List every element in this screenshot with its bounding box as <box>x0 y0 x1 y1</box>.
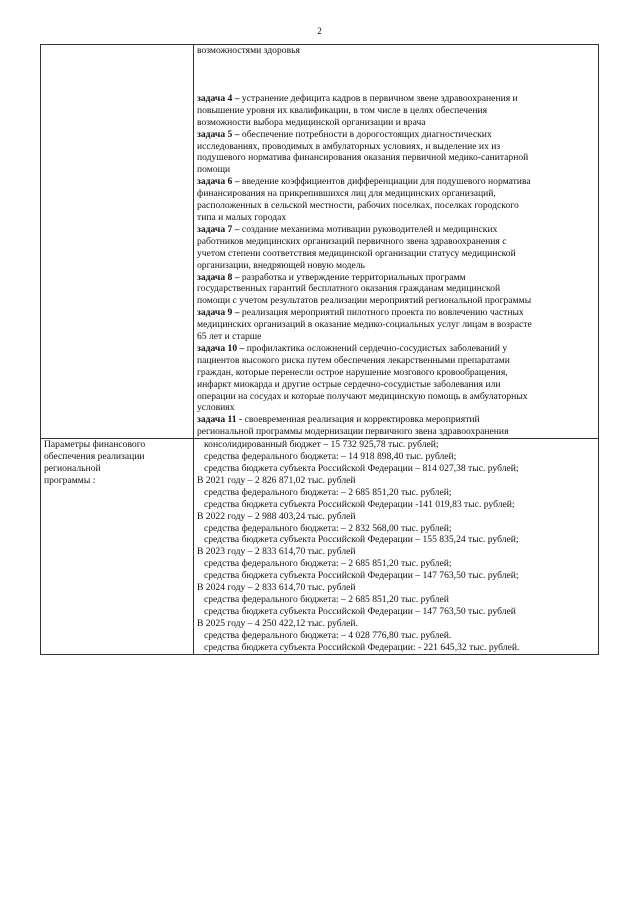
finance-source-line: консолидированный бюджет – 15 732 925,78 тыс. рублей; <box>204 439 439 451</box>
task-line <box>197 236 595 248</box>
task-text: региональной программы модернизации первичного звена здравоохранения <box>197 426 509 438</box>
finance-source-line: средства бюджета субъекта Российской Федерации – 155 835,24 тыс. рублей; <box>204 534 519 546</box>
finance-year-line: В 2022 году – 2 988 403,24 тыс. рублей <box>197 510 356 522</box>
task-line <box>197 283 595 295</box>
task-line <box>197 402 595 414</box>
task-line <box>197 105 595 117</box>
tasks-label-cell <box>41 45 194 439</box>
finance-source-line: средства бюджета субъекта Российской Федерации – 147 763,50 тыс. рублей; <box>204 570 519 582</box>
program-passport-table <box>40 44 599 655</box>
task-text: медицинских организаций в оказание медико-социальных услуг лицам в возрасте <box>197 319 532 331</box>
finance-content-cell <box>194 439 599 654</box>
task-text: исследованиях, проводимых в амбулаторных условиях, и выделение их из <box>197 140 501 152</box>
task-line <box>197 379 595 391</box>
page-number: 2 <box>317 26 322 36</box>
task-label: задача 10 – <box>197 342 245 354</box>
task-text: введение коэффициентов дифференциации для подушевого норматива <box>239 176 531 188</box>
finance-source-line: средства федерального бюджета: – 2 832 568,00 тыс. рублей; <box>204 522 452 534</box>
task-line <box>197 93 595 105</box>
finance-label-line: региональной <box>44 463 101 474</box>
finance-source-line: средства федерального бюджета: – 2 685 851,20 тыс. рублей; <box>204 558 452 570</box>
task-label: задача 6 – <box>197 176 240 188</box>
task-text: расположенных в сельской местности, рабочих поселках, поселках городского <box>197 200 519 212</box>
finance-source-line: средства федерального бюджета: – 2 685 851,20 тыс. рублей <box>204 593 449 605</box>
task-line <box>197 355 595 367</box>
finance-source-line: средства федерального бюджета: – 4 028 776,80 тыс. рублей. <box>204 629 452 641</box>
task-line <box>197 224 595 236</box>
task-text: условиях <box>197 402 235 414</box>
finance-year-line: В 2025 году – 4 250 422,12 тыс. рублей. <box>197 617 358 629</box>
continuation-text: возможностями здоровья <box>197 45 300 56</box>
task-text: типа и малых городах <box>197 211 287 223</box>
task-label: задача 7 – <box>197 223 240 235</box>
task-line <box>197 248 595 260</box>
finance-year-line: В 2023 году – 2 833 614,70 тыс. рублей <box>197 546 356 558</box>
task-text: разработка и утверждение территориальных программ <box>239 271 466 283</box>
finance-label-line: обеспечения реализации <box>44 451 145 463</box>
task-text: повышение уровня их квалификации, в том числе в целях обеспечения <box>197 104 488 116</box>
task-line <box>197 319 595 331</box>
task-line <box>197 176 595 188</box>
task-text: своевременная реализация и корректировка мероприятий <box>242 414 480 426</box>
tasks-list <box>197 93 595 438</box>
task-text: помощи с учетом результатов реализации мероприятий региональной программы <box>197 295 532 307</box>
finance-label-line: Параметры финансового <box>44 439 146 451</box>
task-text: устранение дефицита кадров в первичном звене здравоохранения и <box>239 92 518 104</box>
task-text: граждан, которые перенесли острое нарушение мозгового кровообращения, <box>197 366 508 378</box>
finance-source-line: средства бюджета субъекта Российской Федерации – 814 027,38 тыс. рублей; <box>204 463 519 474</box>
task-line <box>197 164 595 176</box>
task-text: 65 лет и старше <box>197 331 262 343</box>
task-line <box>197 260 595 272</box>
task-text: работников медицинских организаций первичного звена здравоохранения с <box>197 235 507 247</box>
task-text: возможности выбора медицинской организации и врача <box>197 116 426 128</box>
task-line <box>197 295 595 307</box>
tasks-content-cell <box>194 45 599 439</box>
blank-gap <box>197 57 595 93</box>
task-label: задача 5 – <box>197 128 240 140</box>
task-line <box>197 152 595 164</box>
task-text: пациентов высокого риска путем обеспечения лекарственными препаратами <box>197 354 510 366</box>
finance-label <box>44 439 190 487</box>
finance-source-line: средства федерального бюджета: – 14 918 898,40 тыс. рублей; <box>204 451 457 463</box>
task-line <box>197 391 595 403</box>
task-text: обеспечение потребности в дорогостоящих диагностических <box>239 128 492 140</box>
finance-list <box>197 439 595 653</box>
task-line <box>197 212 595 224</box>
task-line <box>197 272 595 284</box>
task-text: учетом степени соответствия медицинской организации статусу медицинской <box>197 247 516 259</box>
finance-year-line: В 2024 году – 2 833 614,70 тыс. рублей <box>197 582 356 594</box>
task-text: помощи <box>197 164 231 176</box>
task-line <box>197 331 595 343</box>
task-line <box>197 367 595 379</box>
task-text: создание механизма мотивации руководителей и медицинских <box>239 223 498 235</box>
finance-source-line: средства бюджета субъекта Российской Федерации: - 221 645,32 тыс. рублей. <box>204 641 520 653</box>
task-text: профилактика осложнений сердечно-сосудистых заболеваний у <box>244 342 508 354</box>
task-text: финансирования на прикрепившихся лиц для медицинских организаций, <box>197 188 496 200</box>
task-line <box>197 129 595 141</box>
task-text: подушевого норматива финансирования оказания первичной медико-санитарной <box>197 152 529 164</box>
task-line <box>197 426 595 438</box>
task-line <box>197 200 595 212</box>
finance-source-line: средства бюджета субъекта Российской Федерации -141 019,83 тыс. рублей; <box>204 498 515 510</box>
task-line <box>197 117 595 129</box>
finance-row <box>41 439 599 654</box>
task-line <box>197 414 595 426</box>
task-text: инфаркт миокарда и другие острые сердечно-сосудистые заболевания или <box>197 378 501 390</box>
task-text: государственных гарантий бесплатного оказания гражданам медицинской <box>197 283 501 295</box>
task-label: задача 11 - <box>197 414 243 426</box>
task-text: реализация мероприятий пилотного проекта по вовлечению частных <box>239 307 524 319</box>
task-text: операции на сосудах и которые получают медицинскую помощь в амбулаторных <box>197 390 528 402</box>
task-label: задача 8 – <box>197 271 240 283</box>
task-line <box>197 307 595 319</box>
task-line <box>197 343 595 355</box>
task-label: задача 4 – <box>197 92 240 104</box>
task-text: организации, внедряющей новую модель <box>197 259 365 271</box>
finance-source-line: средства федерального бюджета: – 2 685 851,20 тыс. рублей; <box>204 486 452 498</box>
task-line <box>197 188 595 200</box>
finance-year-line: В 2021 году – 2 826 871,02 тыс. рублей <box>197 474 356 486</box>
tasks-row <box>41 45 599 439</box>
finance-source-line: средства бюджета субъекта Российской Федерации – 147 763,50 тыс. рублей <box>204 605 516 617</box>
task-line <box>197 141 595 153</box>
task-label: задача 9 – <box>197 307 240 319</box>
finance-label-cell <box>41 439 194 654</box>
finance-label-line: программы : <box>44 474 96 486</box>
